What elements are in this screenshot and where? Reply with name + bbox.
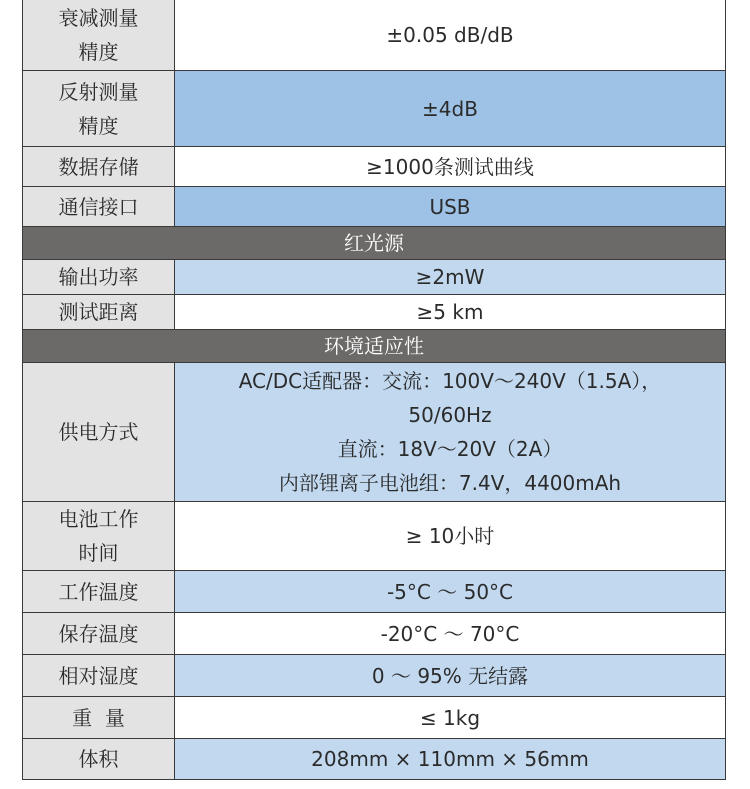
spec-table [22,0,726,780]
row-label [23,502,175,571]
value-line: 50/60Hz [408,403,492,427]
table-row [23,147,726,187]
table-row [23,0,726,71]
table-row [23,260,726,295]
row-value: ±0.05 dB/dB [175,0,726,71]
row-label: 数据存储 [23,147,175,187]
section-title: 环境适应性 [23,330,726,363]
row-label: 体积 [23,739,175,780]
table-row [23,71,726,147]
table-row [23,613,726,655]
row-value: ±4dB [175,71,726,147]
row-value: 0 ～ 95% 无结露 [175,655,726,697]
label-line: 反射测量 精度 [58,79,139,138]
table-row [23,295,726,330]
table-row [23,571,726,613]
row-label: 工作温度 [23,571,175,613]
row-label: 测试距离 [23,295,175,330]
row-value: ≥ 10小时 [175,502,726,571]
row-label [23,71,175,147]
row-label: 通信接口 [23,187,175,227]
table-row [23,655,726,697]
row-label: 重 量 [23,697,175,739]
row-label: 相对湿度 [23,655,175,697]
label-line: 衰减测量 精度 [58,5,139,64]
table-row [23,363,726,502]
row-value: ≥2mW [175,260,726,295]
section-header-row [23,227,726,260]
label-line: 电池工作 时间 [58,507,139,565]
row-label [23,0,175,71]
row-value: ≥1000条测试曲线 [175,147,726,187]
row-label: 保存温度 [23,613,175,655]
row-label: 输出功率 [23,260,175,295]
row-value: USB [175,187,726,227]
table-row [23,187,726,227]
row-value: ≥5 km [175,295,726,330]
row-value: 208mm × 110mm × 56mm [175,739,726,780]
row-label: 供电方式 [23,363,175,502]
value-line: 直流：18V～20V（2A） [337,437,563,461]
row-value [175,363,726,502]
value-line: AC/DC适配器：交流：100V～240V（1.5A）， [238,369,662,393]
table-row [23,697,726,739]
table-row [23,502,726,571]
row-value: ≤ 1kg [175,697,726,739]
section-title: 红光源 [23,227,726,260]
value-line: 内部锂离子电池组：7.4V，4400mAh [278,471,622,495]
row-value: -5°C ～ 50°C [175,571,726,613]
table-row [23,739,726,780]
row-value: -20°C ～ 70°C [175,613,726,655]
section-header-row [23,330,726,363]
